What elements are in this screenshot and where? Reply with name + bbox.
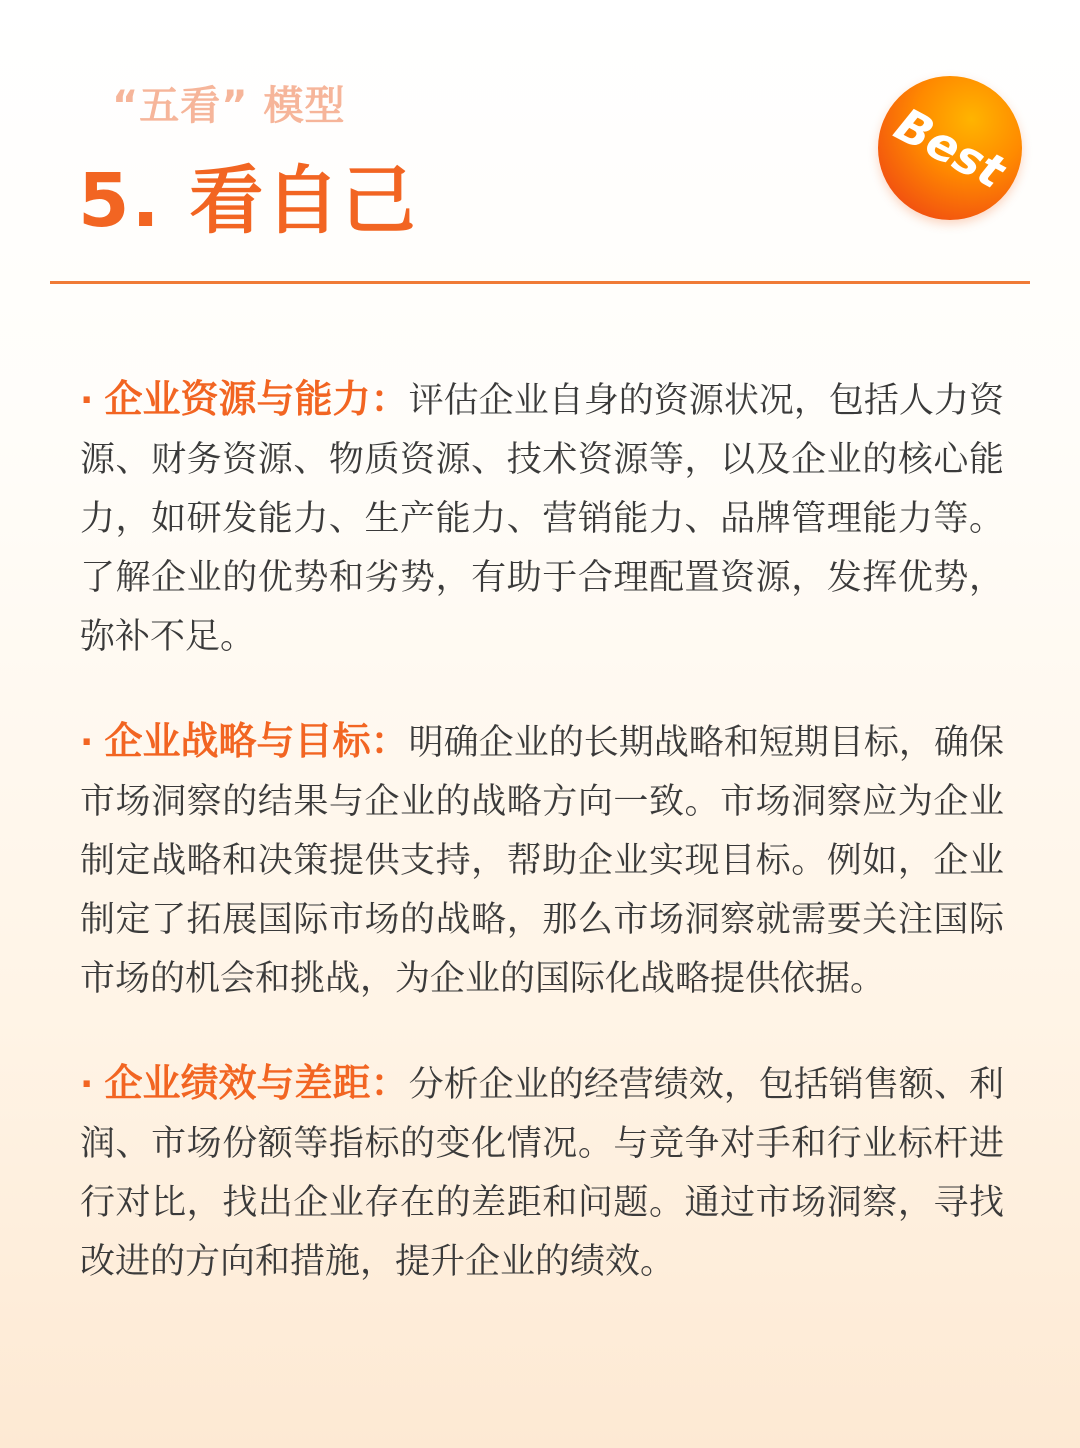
section-resources — [80, 370, 1004, 667]
page-subtitle: “五看” 模型 — [112, 83, 346, 129]
content — [80, 370, 1004, 1337]
section-body: 分析企业的经营绩效，包括销售额、利润、市场份额等指标的变化情况。与竞争对手和行业标杆进行对比，找出企业存在的差距和问题。通过市场洞察，寻找改进的方向和措施，提升企业的绩效。 — [80, 1065, 1004, 1282]
best-badge — [878, 76, 1022, 220]
section-heading: 企业战略与目标： — [104, 719, 409, 763]
bullet-dot: · — [80, 723, 94, 763]
section-body: 明确企业的长期战略和短期目标，确保市场洞察的结果与企业的战略方向一致。市场洞察应为企业制定战略和决策提供支持，帮助企业实现目标。例如，企业制定了拓展国际市场的战略，那么市场洞察就需要关注国际市场的机会和挑战，为企业的国际化战略提供依据。 — [80, 723, 1004, 999]
section-performance — [80, 1054, 1004, 1292]
header-divider — [50, 281, 1030, 284]
best-badge-label: Best — [886, 97, 1014, 199]
section-heading: 企业绩效与差距： — [104, 1061, 409, 1105]
page-title: 5. 看自己 — [78, 158, 418, 244]
bullet-dot: · — [80, 381, 94, 421]
section-strategy — [80, 712, 1004, 1009]
bullet-dot: · — [80, 1065, 94, 1105]
section-body: 评估企业自身的资源状况，包括人力资源、财务资源、物质资源、技术资源等，以及企业的核心能力，如研发能力、生产能力、营销能力、品牌管理能力等。了解企业的优势和劣势，有助于合理配置资源，发挥优势，弥补不足。 — [80, 381, 1004, 657]
section-heading: 企业资源与能力： — [104, 377, 409, 421]
